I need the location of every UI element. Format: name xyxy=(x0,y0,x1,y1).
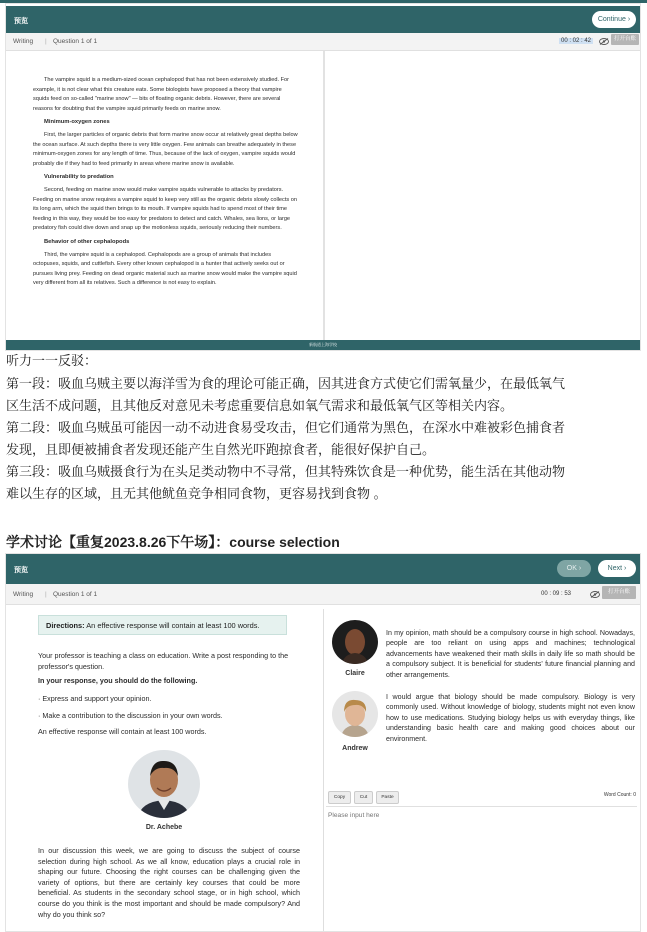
passage-paragraph-3: Third, the vampire squid is a cephalopod. Cephalopods are a group of animals that includes octopuses, squids, and cuttlefish. Every other known cephalopod is a hunter that actively seeks out or pursues living prey. Feeding on dead organic material such as marine snow would make the vampire squid very different from all its relatives. Such a difference is not easy to explain. xyxy=(33,251,297,287)
discussion-screenshot xyxy=(5,553,641,932)
ok-label: OK xyxy=(566,565,577,572)
section-title: 学术讨论【重复2023.8.26下午场】：course selection xyxy=(6,534,340,550)
prompt-intro: Your professor is teaching a class on education. Write a post responding to the professor's question. xyxy=(38,651,289,671)
prompt-bullet-2: · Make a contribution to the discussion in your own words. xyxy=(38,711,223,720)
copy-button[interactable]: Copy xyxy=(328,791,351,804)
professor-avatar xyxy=(128,750,200,818)
passage-heading-2: Vulnerability to predation xyxy=(44,174,114,181)
passage-heading-1: Minimum-oxygen zones xyxy=(44,119,110,126)
next-button[interactable] xyxy=(598,560,636,577)
separator: | xyxy=(45,591,47,598)
passage-intro: The vampire squid is a medium-sized ocean cephalopod that has not been extensively studied. For example, it is not clear what this creature eats. Some biologists have proposed a theory that vampire squids feed on so-called "marine snow" — bits of floating organic debris. However, there are several reasons for doubting that the vampire squid primarily feeds on marine snow. xyxy=(33,77,290,112)
reading-passage xyxy=(33,76,299,293)
hide-time-button-2[interactable]: 打开台账 xyxy=(602,586,636,599)
hide-time-button[interactable]: 打开台账 xyxy=(611,34,639,45)
prompt-word-requirement: An effective response will contain at least 100 words. xyxy=(38,727,207,736)
editor-divider xyxy=(326,806,637,807)
passage-paragraph-1: First, the larger particles of organic debris that form marine snow occur at relatively great depths below the ocean surface. At such depths there is very little oxygen. Few animals can breathe adequately in these minimum-oxygen zones for any length of time. Thus, because of the lack of oxygen, vampire squids would probably die if they had to feed primarily in areas where marine snow is available. xyxy=(33,131,298,167)
student-post-claire: In my opinion, math should be a compulsory course in high school. Nowadays, people are too reliant on using apps and machines; technological advancements have weakened their math skills in daily life so math should be a compulsory subject. It is beneficial for students' future financial planning and other arrangements. xyxy=(386,629,635,679)
professor-question: In our discussion this week, we are going to discuss the subject of course selection during high school. As we all know, education plays a crucial role in shaping our future. Choosing the right courses can be challenging given the variety of options, but there are certainly key courses that could be more beneficial. As students in the secondary school stage, or in high school, which course do you think is the most important and should be made compulsory? And why do you think so? xyxy=(38,846,300,919)
header-title-2: 预览 xyxy=(14,567,28,574)
student-avatar-claire xyxy=(332,620,378,664)
section-label: Writing xyxy=(13,38,34,45)
hide-eye-icon[interactable] xyxy=(599,38,609,45)
section-label-2: Writing xyxy=(13,591,34,598)
continue-button[interactable] xyxy=(592,11,636,28)
header-bar-2 xyxy=(6,554,640,584)
passage-paragraph-2: Second, feeding on marine snow would make vampire squids vulnerable to attacks by predators. Feeding on marine snow requires a vampire squid to keep very still as the organic debris slowly collects on its long arm, which the squid then brings to its mouth. If vampire squids had to spend most of their time feeding in this way, they would be too easy for predators to detect and catch. Whales, sea lions, or large predatory fish could dive down and snap up the motionless squids, seriously reducing their numbers. xyxy=(33,186,297,232)
footer-bar: 新航道上海学校 xyxy=(6,340,640,350)
separator: | xyxy=(45,38,47,45)
paste-button[interactable]: Paste xyxy=(376,791,399,804)
student-name-andrew: Andrew xyxy=(342,745,368,752)
prompt-bullet-1: · Express and support your opinion. xyxy=(38,694,152,703)
question-label-2: Question 1 of 1 xyxy=(53,591,98,598)
directions-text: An effective response will contain at least 100 words. xyxy=(84,621,260,630)
header-bar xyxy=(6,6,640,33)
chevron-right-icon: › xyxy=(578,565,582,572)
note-line-3: 区生活不成问题，且其他反对意见未考虑重要信息如氧气需求和最低氧气区等相关内容。 xyxy=(6,398,514,413)
response-input[interactable] xyxy=(326,810,637,928)
note-line-1: 听力一一反驳： xyxy=(6,353,98,368)
note-line-4: 第二段：吸血乌贼虽可能因一动不动进食易受攻击，但它们通常为黑色，在深水中难被彩色捕食者 xyxy=(6,420,566,435)
chevron-right-icon: › xyxy=(624,565,627,572)
ok-button[interactable] xyxy=(557,560,591,577)
header-title: 预览 xyxy=(14,18,28,25)
timer-2: 00 : 09 : 53 xyxy=(541,591,572,597)
passage-heading-3: Behavior of other cephalopods xyxy=(44,238,130,245)
next-label: Next xyxy=(607,565,623,572)
pane-divider[interactable] xyxy=(323,51,325,340)
student-post-andrew: I would argue that biology should be made compulsory. Biology is very commonly used. Without knowledge of biology, students might not even know how to use medications. Studying biology helps us with everyday things, like understanding basic health care and making good choices about our environment. xyxy=(386,693,635,743)
student-name-claire: Claire xyxy=(345,670,365,677)
question-label: Question 1 of 1 xyxy=(53,38,98,45)
sub-header-bar-2 xyxy=(6,584,640,605)
reading-screenshot xyxy=(5,3,641,351)
note-line-6: 第三段：吸血乌贼摄食行为在头足类动物中不寻常，但其特殊饮食是一种优势，能生活在其他动物 xyxy=(6,464,566,479)
note-line-5: 发现，且即便被捕食者发现还能产生自然光吓跑掠食者，能很好保护自己。 xyxy=(6,442,436,457)
continue-label: Continue xyxy=(597,16,626,23)
word-count: Word Count: 0 xyxy=(603,792,636,798)
directions-box xyxy=(38,615,287,635)
hide-eye-icon[interactable] xyxy=(590,591,600,598)
timer: 00 : 02 : 42 xyxy=(561,38,592,44)
cut-button[interactable]: Cut xyxy=(354,791,373,804)
note-line-7: 难以生存的区域，且无其他鱿鱼竞争相同食物，更容易找到食物 。 xyxy=(6,486,387,501)
chevron-right-icon: › xyxy=(627,16,631,23)
pane-divider[interactable] xyxy=(323,609,324,931)
sub-header-bar xyxy=(6,33,640,51)
directions-label: Directions: xyxy=(46,621,85,630)
note-line-2: 第一段：吸血乌贼主要以海洋雪为食的理论可能正确，因其进食方式使它们需氧量少，在最低氧气 xyxy=(6,376,566,391)
student-avatar-andrew xyxy=(332,691,378,737)
prompt-instruction: In your response, you should do the following. xyxy=(38,676,198,685)
professor-name: Dr. Achebe xyxy=(145,824,183,831)
